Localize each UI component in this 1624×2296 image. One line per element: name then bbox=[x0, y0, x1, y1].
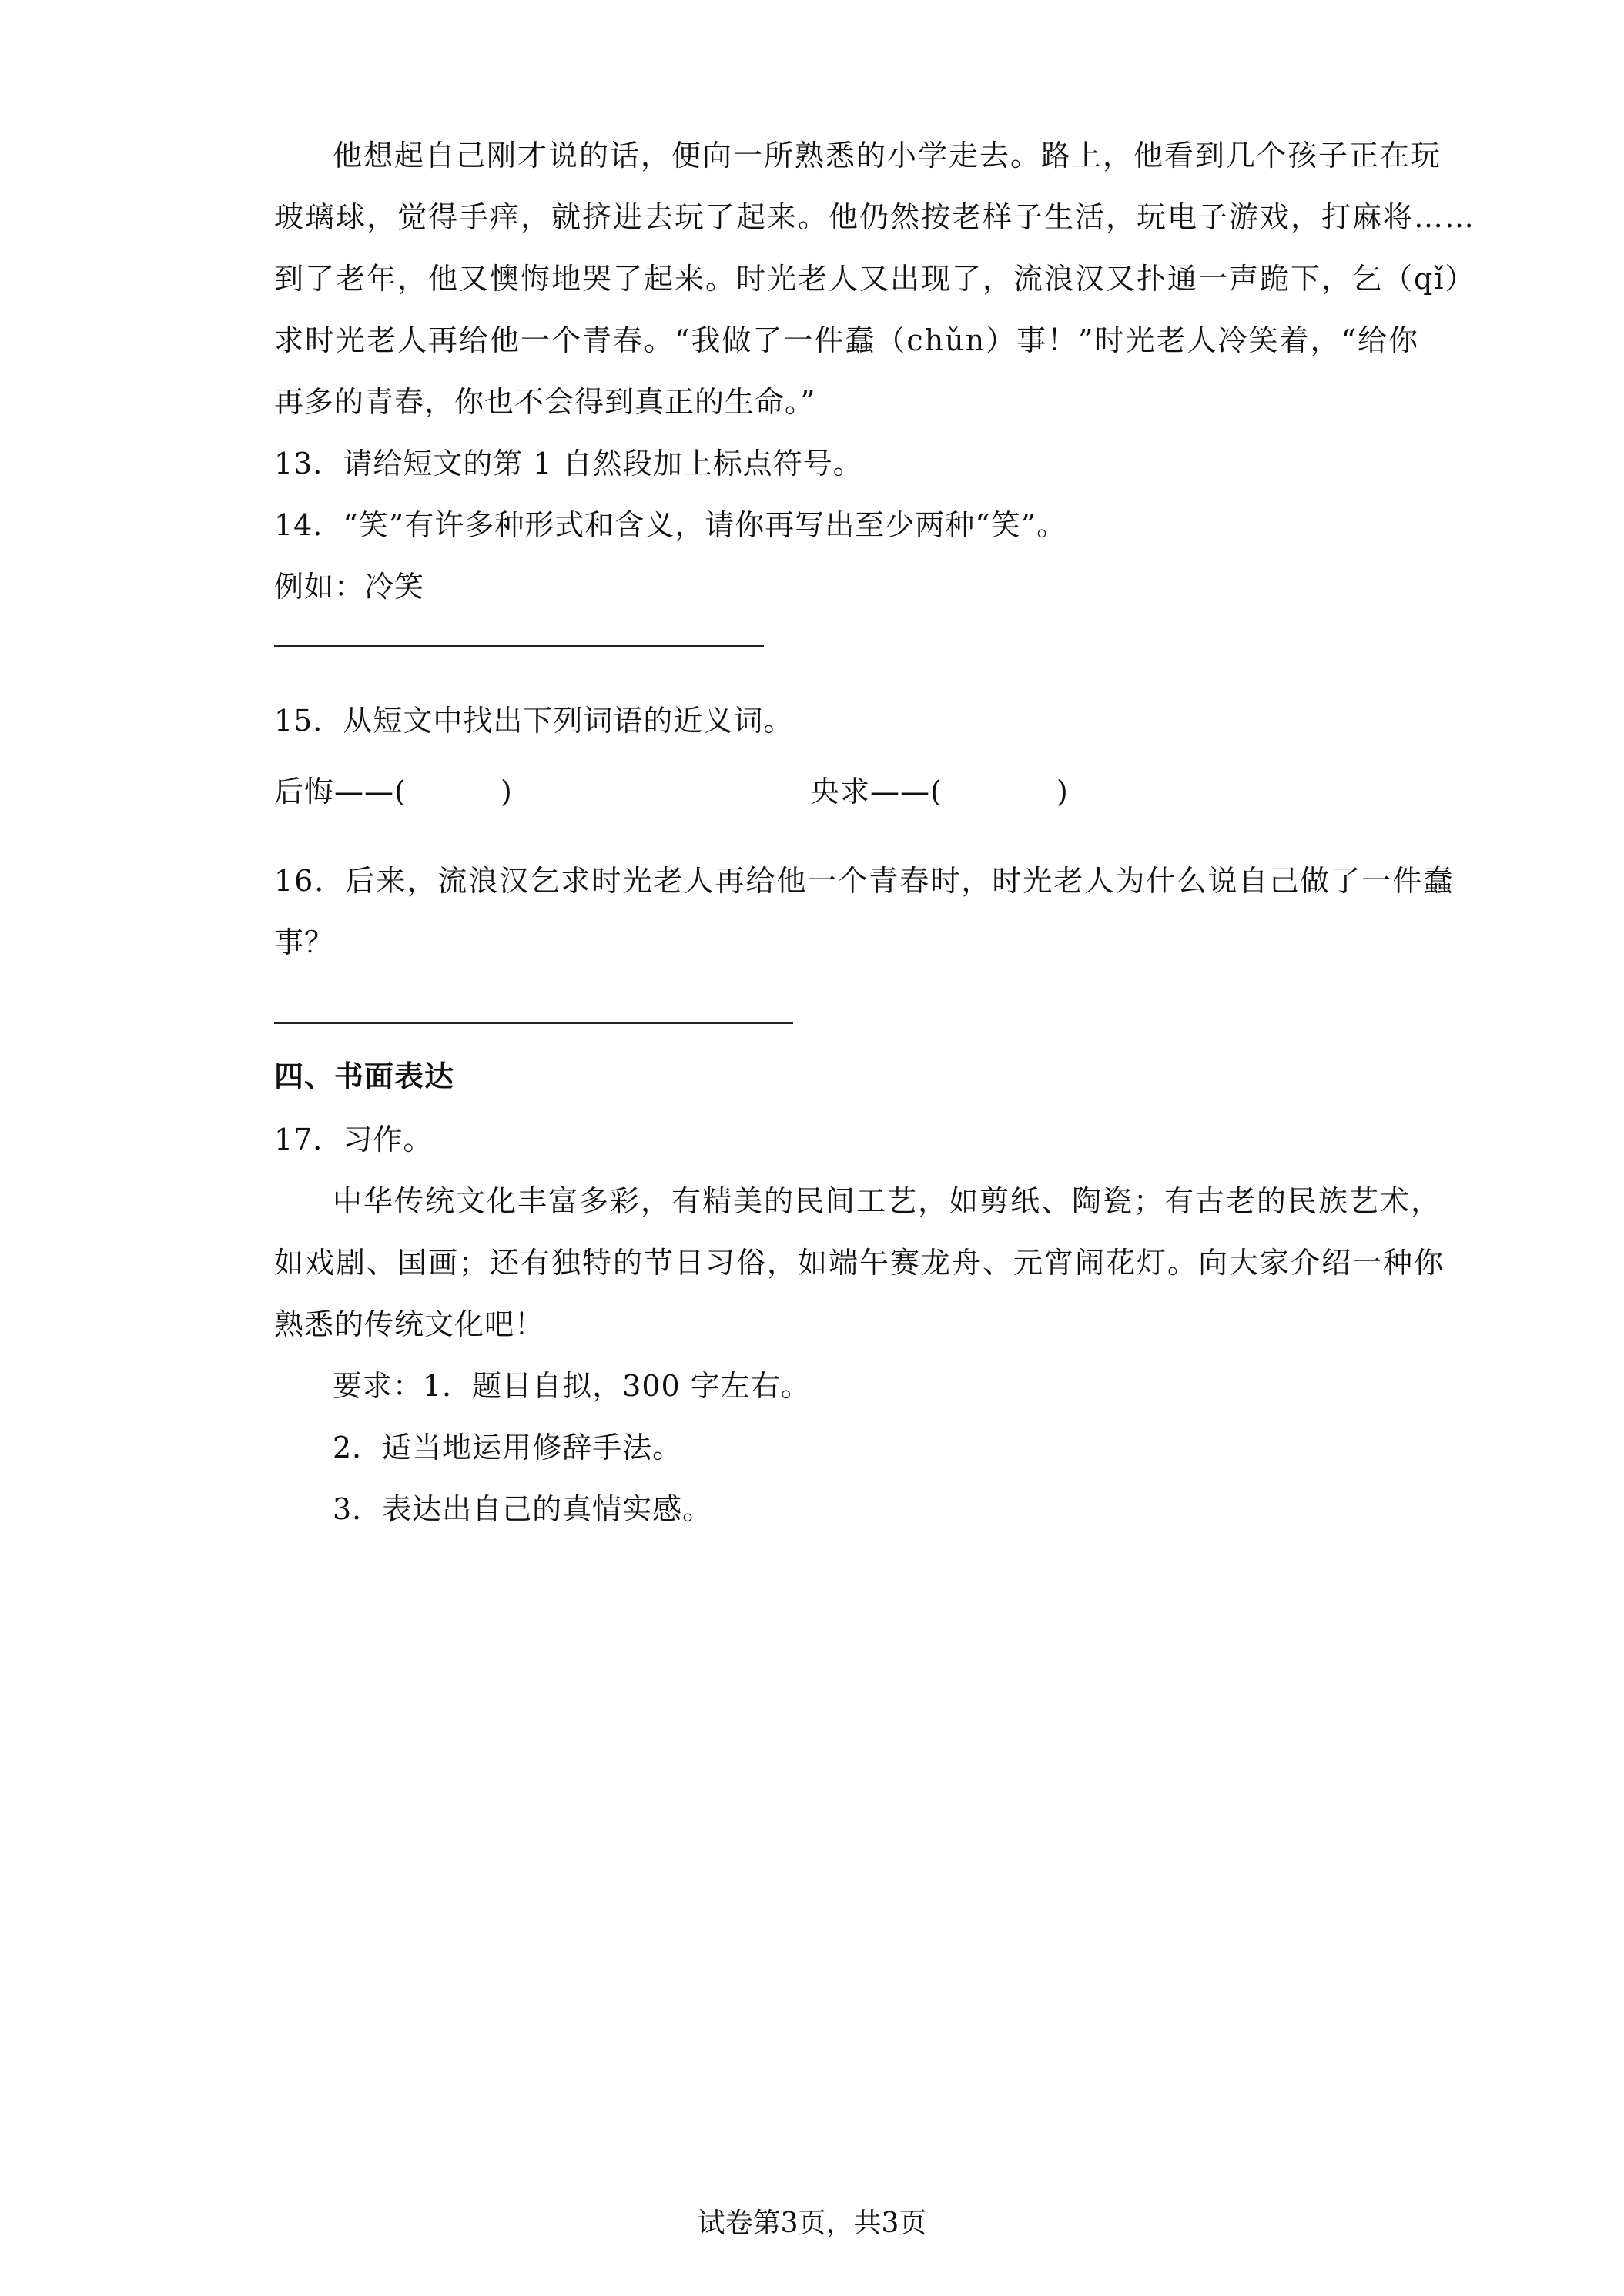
question-13: 13．请给短文的第 1 自然段加上标点符号。 bbox=[274, 447, 863, 480]
passage-line-1: 他想起自己刚才说的话，便向一所熟悉的小学走去。路上，他看到几个孩子正在玩 bbox=[333, 139, 1442, 172]
question-15: 15．从短文中找出下列词语的近义词。 bbox=[274, 704, 794, 738]
requirement-2: 2．适当地运用修辞手法。 bbox=[333, 1431, 683, 1464]
q15-right-close: ) bbox=[1056, 775, 1069, 808]
question-14: 14．“笑”有许多种形式和含义，请你再写出至少两种“笑”。 bbox=[274, 508, 1067, 542]
passage-line-5: 再多的青春，你也不会得到真正的生命。” bbox=[274, 385, 816, 419]
prompt-line-3: 熟悉的传统文化吧！ bbox=[274, 1307, 545, 1341]
requirement-3: 3．表达出自己的真情实感。 bbox=[333, 1492, 713, 1526]
q15-right-label: 央求——( bbox=[810, 775, 943, 808]
q15-left-close: ) bbox=[501, 775, 513, 808]
passage-line-3: 到了老年，他又懊悔地哭了起来。时光老人又出现了，流浪汉又扑通一声跪下，乞（qǐ） bbox=[274, 262, 1476, 296]
section-4-heading: 四、书面表达 bbox=[274, 1059, 455, 1093]
answer-line-16[interactable] bbox=[274, 1022, 793, 1024]
question-16-line-2: 事？ bbox=[274, 925, 335, 959]
passage-line-2: 玻璃球，觉得手痒，就挤进去玩了起来。他仍然按老样子生活，玩电子游戏，打麻将…… bbox=[274, 200, 1476, 234]
prompt-line-2: 如戏剧、国画；还有独特的节日习俗，如端午赛龙舟、元宵闹花灯。向大家介绍一种你 bbox=[274, 1246, 1445, 1280]
question-16-line-1: 16．后来，流浪汉乞求时光老人再给他一个青春时，时光老人为什么说自己做了一件蠢 bbox=[274, 864, 1455, 898]
requirement-1: 要求：1．题目自拟，300 字左右。 bbox=[333, 1369, 811, 1403]
q15-left-label: 后悔——( bbox=[274, 775, 407, 808]
answer-line-14[interactable] bbox=[274, 645, 764, 647]
question-17: 17．习作。 bbox=[274, 1123, 434, 1156]
question-14-example: 例如：冷笑 bbox=[274, 570, 425, 604]
page-footer: 试卷第3页，共3页 bbox=[697, 2207, 927, 2239]
passage-line-4: 求时光老人再给他一个青春。“我做了一件蠢（chǔn）事！”时光老人冷笑着，“给你 bbox=[274, 323, 1419, 357]
prompt-line-1: 中华传统文化丰富多彩，有精美的民间工艺，如剪纸、陶瓷；有古老的民族艺术， bbox=[333, 1184, 1442, 1218]
